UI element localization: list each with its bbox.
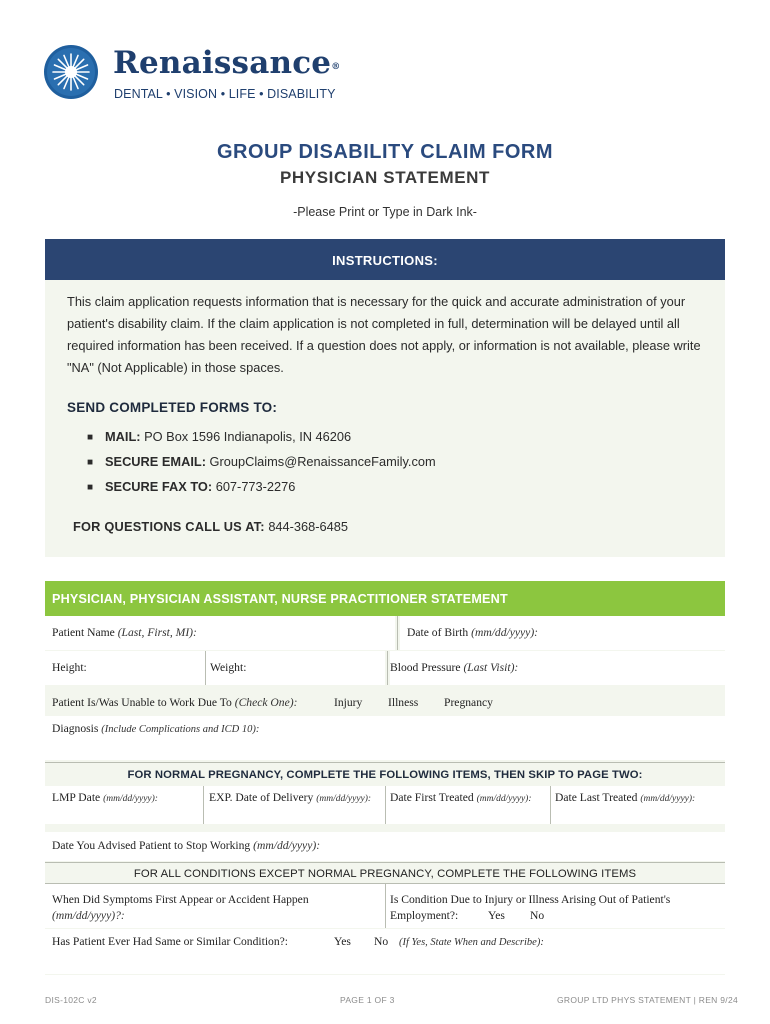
option-injury[interactable]: Injury (334, 696, 363, 709)
brand-tagline: DENTAL • VISION • LIFE • DISABILITY (114, 87, 336, 101)
form-title: GROUP DISABILITY CLAIM FORM (216, 141, 554, 163)
instructions-body: This claim application requests information that is necessary for the quick and accurate administration of your patient's disability claim. If the claim application is not completed in full, determination will be delayed until all required information has been received. If a question does not apply, or information is not available, please write "NA" (Not Applicable) in those spaces. (67, 294, 701, 375)
divider (550, 786, 551, 824)
first-treated-label: Date First Treated (mm/dd/yyyy): (390, 791, 532, 804)
divider (385, 786, 386, 824)
send-item-mail: ■ MAIL: PO Box 1596 Indianapolis, IN 46206 (87, 429, 352, 444)
footer-doc-ref: GROUP LTD PHYS STATEMENT | REN 9/24 (557, 995, 739, 1005)
instructions-panel (45, 280, 725, 557)
employment-label-2: Employment?: (390, 909, 459, 922)
diagnosis-label: Diagnosis (Include Complications and ICD 10): (52, 722, 260, 735)
send-item-fax: ■ SECURE FAX TO: 607-773-2276 (87, 479, 296, 494)
height-label: Height: (52, 661, 87, 674)
physician-section-heading: PHYSICIAN, PHYSICIAN ASSISTANT, NURSE PRACTITIONER STATEMENT (45, 581, 725, 616)
last-treated-label: Date Last Treated (mm/dd/yyyy): (555, 791, 696, 804)
send-item-email[interactable]: ■ SECURE EMAIL: GroupClaims@RenaissanceFamily.com (87, 454, 436, 469)
patient-name-label: Patient Name (Last, First, MI): (52, 626, 197, 639)
bp-label: Blood Pressure (Last Visit): (390, 661, 519, 674)
employment-no[interactable]: No (530, 909, 545, 922)
similar-hint: (If Yes, State When and Describe): (399, 937, 544, 948)
company-logo (44, 45, 341, 103)
similar-no[interactable]: No (374, 935, 389, 948)
option-pregnancy[interactable]: Pregnancy (444, 696, 493, 709)
stop-working-label: Date You Advised Patient to Stop Working (mm/dd/yyyy): (52, 839, 321, 852)
symptoms-label: When Did Symptoms First Appear or Accident Happen (52, 893, 309, 906)
unable-to-work-label: Patient Is/Was Unable to Work Due To (Check One): (52, 696, 298, 709)
employment-yes[interactable]: Yes (488, 909, 505, 922)
similar-yes[interactable]: Yes (334, 935, 351, 948)
divider (45, 862, 725, 863)
ink-note: -Please Print or Type in Dark Ink- (293, 205, 477, 219)
starburst-logo-icon (44, 45, 98, 99)
send-forms-heading: SEND COMPLETED FORMS TO: (67, 400, 278, 415)
similar-condition-label: Has Patient Ever Had Same or Similar Condition?: (52, 935, 289, 948)
divider (387, 651, 388, 685)
pregnancy-heading: FOR NORMAL PREGNANCY, COMPLETE THE FOLLOWING ITEMS, THEN SKIP TO PAGE TWO: (127, 769, 643, 781)
lmp-label: LMP Date (mm/dd/yyyy): (52, 791, 158, 804)
divider (45, 762, 725, 763)
dob-label: Date of Birth (mm/dd/yyyy): (407, 626, 539, 639)
send-forms-list (87, 429, 436, 504)
conditions-heading: FOR ALL CONDITIONS EXCEPT NORMAL PREGNANCY, COMPLETE THE FOLLOWING ITEMS (133, 868, 637, 880)
physician-form (45, 616, 725, 975)
brand-name: Renaissance® (113, 45, 341, 81)
divider (203, 786, 204, 824)
option-illness[interactable]: Illness (388, 696, 419, 709)
questions-line: FOR QUESTIONS CALL US AT: 844-368-6485 (73, 519, 349, 534)
instructions-heading: INSTRUCTIONS: (45, 239, 725, 280)
delivery-label: EXP. Date of Delivery (mm/dd/yyyy): (209, 791, 372, 804)
employment-label: Is Condition Due to Injury or Illness Arising Out of Patient's (390, 893, 671, 906)
weight-label: Weight: (210, 661, 247, 674)
divider (385, 884, 386, 928)
divider (397, 616, 398, 650)
form-subtitle: PHYSICIAN STATEMENT (279, 168, 491, 187)
divider (205, 651, 206, 685)
symptoms-hint: (mm/dd/yyyy)?: (52, 909, 125, 922)
footer-page-number: PAGE 1 OF 3 (340, 995, 395, 1005)
footer-form-id: DIS-102C v2 (45, 995, 97, 1005)
